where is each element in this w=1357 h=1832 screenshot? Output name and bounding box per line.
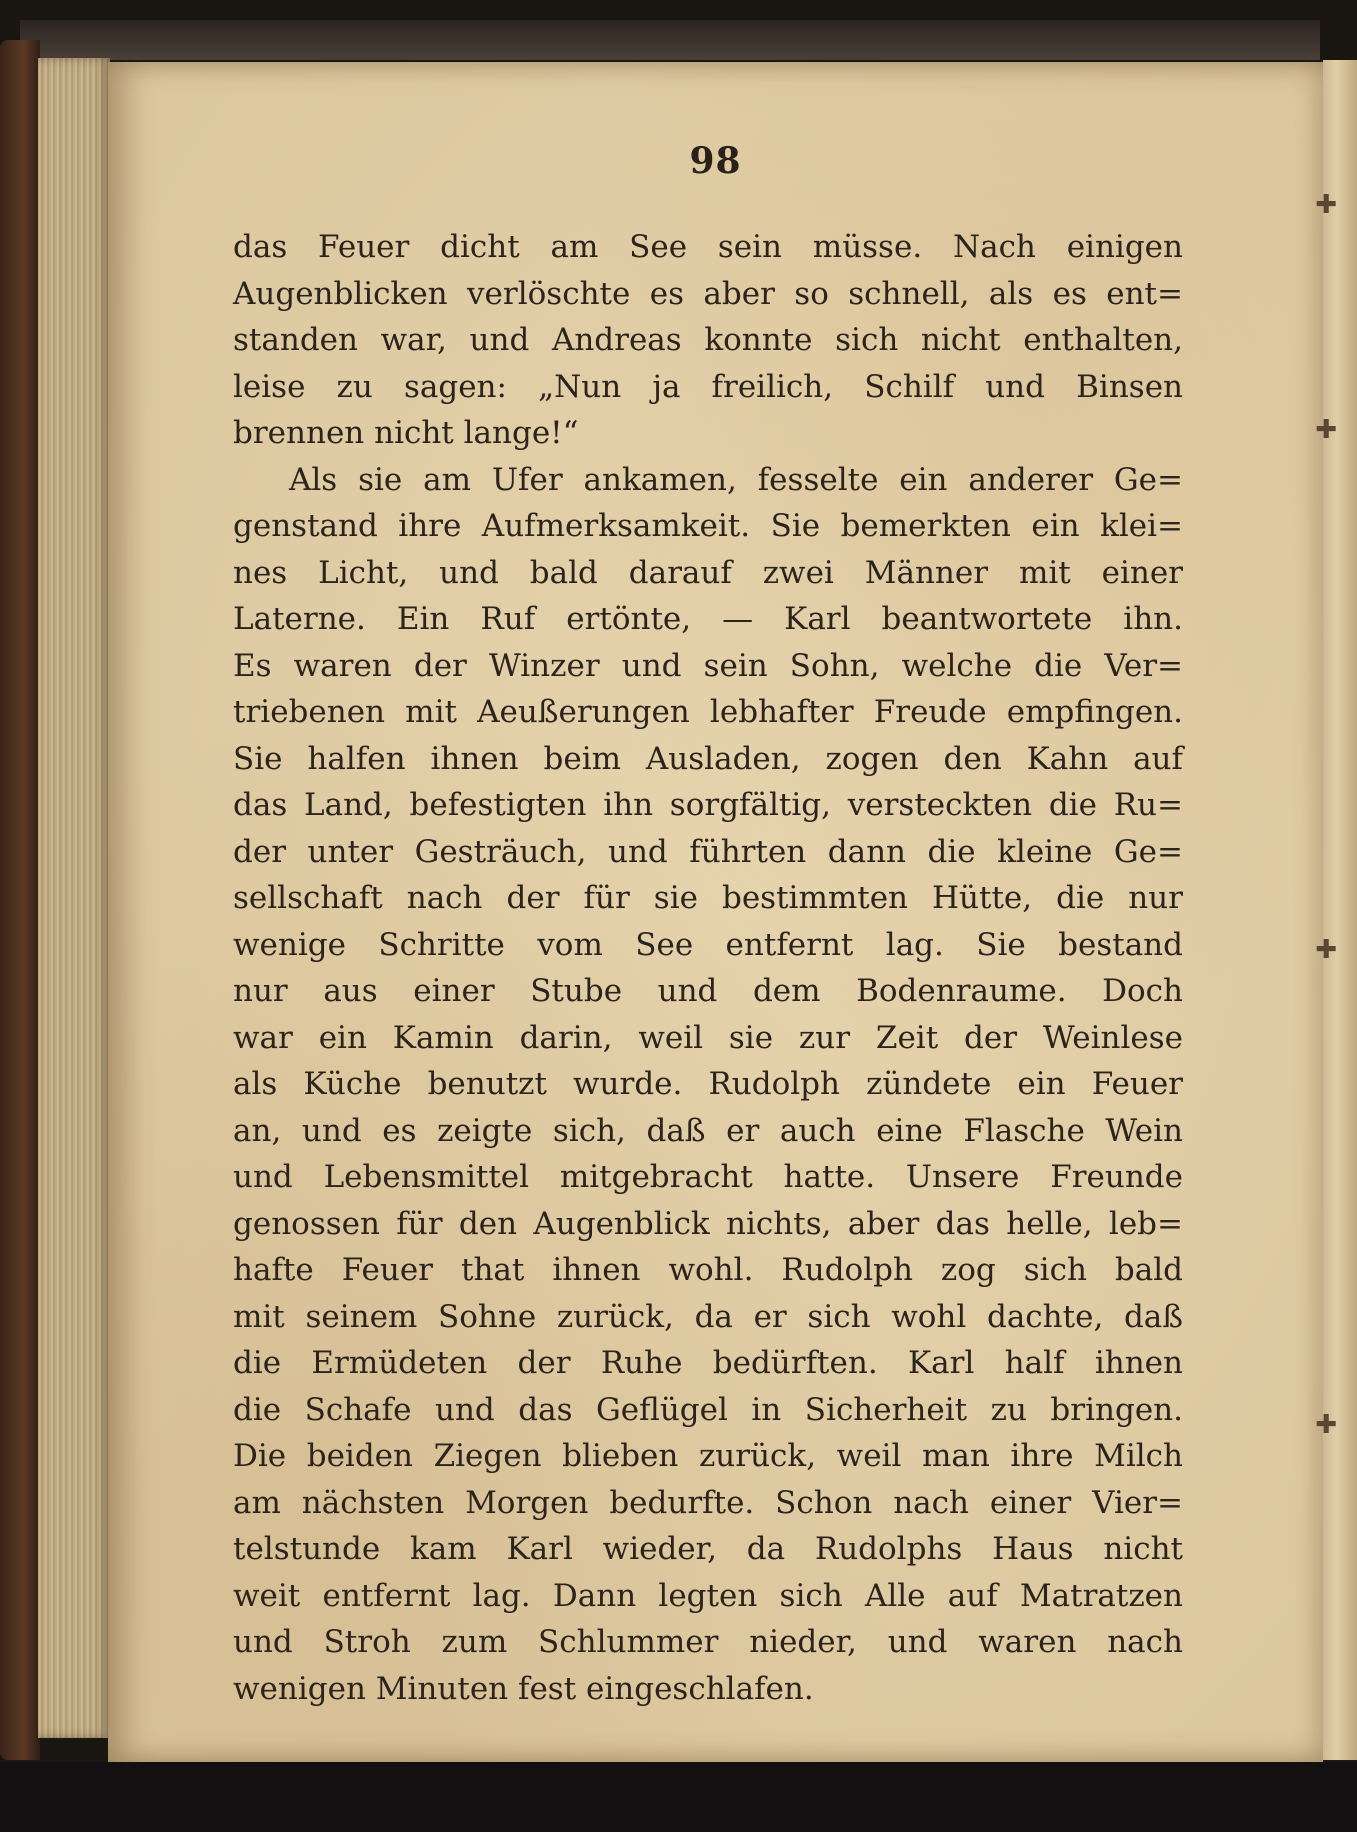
text-line: standen war, und Andreas konnte sich nicht enthalten, [233,322,1183,358]
text-line: Die beiden Ziegen blieben zurück, weil man ihre Milch [233,1438,1183,1474]
text-line: war ein Kamin darin, weil sie zur Zeit der Weinlese [233,1019,1183,1056]
page-text-block [233,224,1183,1712]
text-line: wenige Schritte vom See entfernt lag. Sie bestand [233,926,1183,963]
text-line: sellschaft nach der für sie bestimmten Hütte, die nur [233,880,1183,916]
text-line: das Land, befestigten ihn sorgfältig, versteckten die Ru= [233,787,1183,823]
text-line: genossen für den Augenblick nichts, aber das helle, leb= [233,1205,1183,1242]
text-line: als Küche benutzt wurde. Rudolph zündete ein Feuer [233,1066,1183,1102]
margin-cross-icon: ✚ [1315,415,1337,445]
margin-cross-icon: ✚ [1315,935,1337,965]
text-line: genstand ihre Aufmerksamkeit. Sie bemerkten ein klei= [233,508,1183,544]
text-line: die Schafe und das Geflügel in Sicherheit zu bringen. [233,1391,1183,1428]
text-line: Es waren der Winzer und sein Sohn, welche die Ver= [233,647,1183,684]
text-line: weit entfernt lag. Dann legten sich Alle auf Matratzen [233,1577,1183,1614]
page-number: 98 [689,140,742,182]
text-line: hafte Feuer that ihnen wohl. Rudolph zog sich bald [233,1252,1183,1288]
text-line: nes Licht, und bald darauf zwei Männer mit einer [233,554,1183,591]
text-line: mit seinem Sohne zurück, da er sich wohl dachte, daß [233,1298,1183,1335]
text-line: triebenen mit Aeußerungen lebhafter Freude empfingen. [233,694,1183,730]
page-stack-edge [38,58,110,1738]
book-cover-top-edge [20,20,1320,60]
text-line: Als sie am Ufer ankamen, fesselte ein anderer Ge= [289,461,1183,498]
facing-page-edge [1323,60,1357,1760]
text-line: und Lebensmittel mitgebracht hatte. Unsere Freunde [233,1159,1183,1195]
text-line: die Ermüdeten der Ruhe bedürften. Karl half ihnen [233,1345,1183,1381]
scan-background-bottom [0,1762,1357,1832]
text-line: wenigen Minuten fest eingeschlafen. [233,1670,814,1707]
text-line: brennen nicht lange!“ [233,415,579,451]
book-cover-left-edge [0,40,40,1760]
text-line: an, und es zeigte sich, daß er auch eine Flasche Wein [233,1112,1183,1149]
text-line: der unter Gesträuch, und führten dann die kleine Ge= [233,833,1183,870]
text-line: das Feuer dicht am See sein müsse. Nach einigen [233,229,1183,265]
book-page [108,62,1323,1762]
text-line: telstunde kam Karl wieder, da Rudolphs Haus nicht [233,1531,1183,1567]
text-line: am nächsten Morgen bedurfte. Schon nach einer Vier= [233,1484,1183,1521]
text-line: Sie halfen ihnen beim Ausladen, zogen den Kahn auf [233,740,1183,777]
text-line: Augenblicken verlöschte es aber so schnell, als es ent= [233,275,1183,312]
text-line: Laterne. Ein Ruf ertönte, — Karl beantwortete ihn. [233,601,1183,637]
margin-cross-icon: ✚ [1315,190,1337,220]
text-line: leise zu sagen: „Nun ja freilich, Schilf und Binsen [233,368,1183,405]
text-line: nur aus einer Stube und dem Bodenraume. Doch [233,973,1183,1009]
margin-cross-icon: ✚ [1315,1410,1337,1440]
text-line: und Stroh zum Schlummer nieder, und waren nach [233,1624,1183,1660]
